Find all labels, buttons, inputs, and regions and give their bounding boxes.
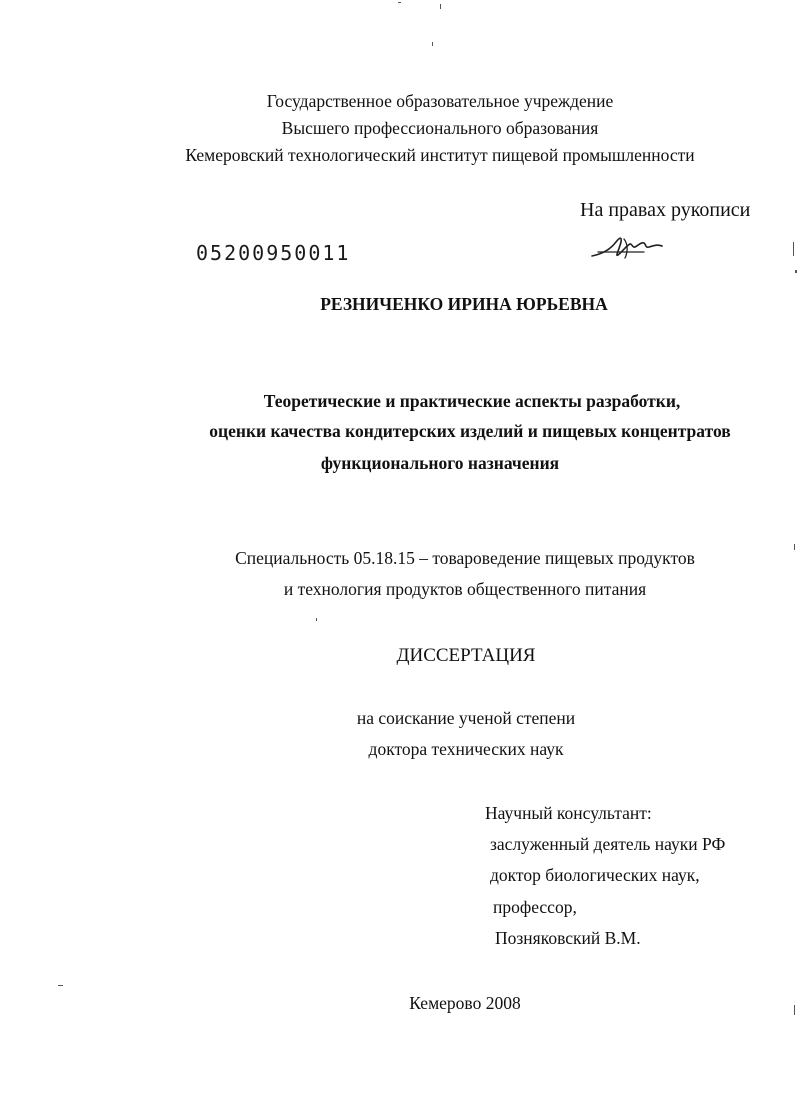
author-name: РЕЗНИЧЕНКО ИРИНА ЮРЬЕВНА [320, 294, 608, 314]
degree-line-1: на соискание ученой степени [356, 708, 576, 728]
institution-line-3: Кемеровский технологический институт пищевой промышленности [185, 145, 695, 165]
specialty-line-1: Специальность 05.18.15 – товароведение пищевых продуктов [235, 548, 695, 568]
scan-speck [795, 270, 797, 273]
institution-line-1: Государственное образовательное учреждение [266, 91, 614, 111]
city-year: Кемерово 2008 [409, 993, 521, 1013]
thesis-title-line-3: функционального назначения [320, 453, 560, 473]
author-signature [588, 230, 668, 266]
scan-speck [432, 42, 433, 46]
scan-speck [440, 4, 441, 9]
manuscript-note: На правах рукописи [580, 199, 751, 221]
document-type: ДИССЕРТАЦИЯ [396, 645, 536, 666]
scan-speck [398, 2, 401, 3]
consultant-name: Позняковский В.М. [495, 928, 641, 948]
thesis-title-line-2: оценки качества кондитерских изделий и пищевых концентратов [209, 421, 731, 441]
consultant-title-line: заслуженный деятель науки РФ [490, 834, 726, 854]
institution-line-2: Высшего профессионального образования [281, 118, 599, 138]
scan-speck [794, 1005, 795, 1015]
thesis-title-line-1: Теоретические и практические аспекты разработки, [263, 391, 681, 411]
inventory-number: 05200950011 [196, 241, 351, 265]
consultant-label: Научный консультант: [485, 803, 652, 823]
scan-speck [316, 618, 317, 621]
scan-speck [58, 985, 63, 986]
degree-line-2: доктора технических наук [368, 739, 564, 759]
consultant-degree-line: доктор биологических наук, [490, 865, 700, 885]
scan-speck [793, 242, 794, 256]
consultant-rank-line: профессор, [493, 897, 577, 917]
specialty-line-2: и технология продуктов общественного питания [283, 579, 647, 599]
scan-speck [794, 544, 795, 550]
